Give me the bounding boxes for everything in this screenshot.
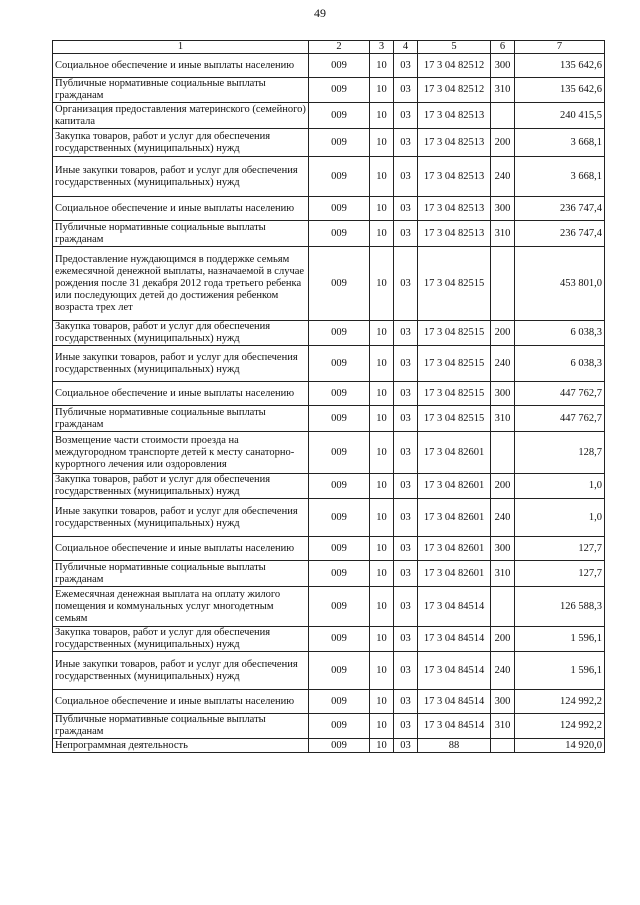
subsection-cell: 03: [394, 78, 418, 103]
table-row: [53, 690, 605, 714]
table-row: [53, 221, 605, 247]
subsection-cell: 03: [394, 406, 418, 432]
table-row: [53, 197, 605, 221]
header-cell: 2: [309, 41, 370, 54]
section-cell: 10: [370, 406, 394, 432]
table-row: [53, 652, 605, 690]
target-article-cell: 17 3 04 82512: [418, 54, 491, 78]
expense-type-cell: 310: [491, 221, 515, 247]
target-article-cell: 17 3 04 82512: [418, 78, 491, 103]
table-row: [53, 406, 605, 432]
amount-cell: 135 642,6: [515, 78, 605, 103]
section-cell: 10: [370, 346, 394, 382]
expense-type-cell: [491, 432, 515, 474]
row-name-cell: Социальное обеспечение и иные выплаты населению: [53, 54, 309, 78]
section-cell: 10: [370, 382, 394, 406]
row-name-cell: Предоставление нуждающимся в поддержке семьям ежемесячной денежной выплаты, назначаемой в случае рождения после 31 декабря 2012 года третьего ребенка или последующих детей до достижения ребенком возраста трех лет: [53, 247, 309, 321]
section-cell: 10: [370, 690, 394, 714]
expense-type-cell: 300: [491, 690, 515, 714]
row-name-cell: Публичные нормативные социальные выплаты гражданам: [53, 406, 309, 432]
admin-code-cell: 009: [309, 739, 370, 753]
table-row: [53, 54, 605, 78]
expense-type-cell: 200: [491, 474, 515, 499]
expense-type-cell: 310: [491, 714, 515, 739]
expense-type-cell: 240: [491, 346, 515, 382]
admin-code-cell: 009: [309, 714, 370, 739]
expense-type-cell: 200: [491, 129, 515, 157]
amount-cell: 6 038,3: [515, 346, 605, 382]
subsection-cell: 03: [394, 221, 418, 247]
table-row: [53, 382, 605, 406]
expense-type-cell: [491, 103, 515, 129]
table-row: [53, 432, 605, 474]
subsection-cell: 03: [394, 432, 418, 474]
expense-type-cell: [491, 247, 515, 321]
table-row: [53, 321, 605, 346]
table-row: [53, 587, 605, 627]
section-cell: 10: [370, 321, 394, 346]
row-name-cell: Публичные нормативные социальные выплаты гражданам: [53, 561, 309, 587]
admin-code-cell: 009: [309, 561, 370, 587]
expense-type-cell: 200: [491, 321, 515, 346]
table-row: [53, 346, 605, 382]
row-name-cell: Возмещение части стоимости проезда на междугородном транспорте детей к месту санаторно-курортного лечения или оздоровления: [53, 432, 309, 474]
amount-cell: 453 801,0: [515, 247, 605, 321]
target-article-cell: 88: [418, 739, 491, 753]
table-row: [53, 499, 605, 537]
expense-type-cell: 300: [491, 197, 515, 221]
amount-cell: 124 992,2: [515, 714, 605, 739]
admin-code-cell: 009: [309, 499, 370, 537]
expense-type-cell: [491, 739, 515, 753]
row-name-cell: Публичные нормативные социальные выплаты гражданам: [53, 78, 309, 103]
budget-table: [52, 40, 605, 753]
header-cell: 4: [394, 41, 418, 54]
row-name-cell: Иные закупки товаров, работ и услуг для обеспечения государственных (муниципальных) нужд: [53, 157, 309, 197]
expense-type-cell: 240: [491, 652, 515, 690]
header-cell: 5: [418, 41, 491, 54]
table-row: [53, 739, 605, 753]
target-article-cell: 17 3 04 82515: [418, 247, 491, 321]
subsection-cell: 03: [394, 537, 418, 561]
subsection-cell: 03: [394, 474, 418, 499]
section-cell: 10: [370, 157, 394, 197]
subsection-cell: 03: [394, 714, 418, 739]
section-cell: 10: [370, 714, 394, 739]
admin-code-cell: 009: [309, 54, 370, 78]
row-name-cell: Закупка товаров, работ и услуг для обеспечения государственных (муниципальных) нужд: [53, 474, 309, 499]
amount-cell: 1 596,1: [515, 652, 605, 690]
admin-code-cell: 009: [309, 587, 370, 627]
expense-type-cell: 300: [491, 54, 515, 78]
header-cell: 7: [515, 41, 605, 54]
table-header-row: [53, 41, 605, 54]
row-name-cell: Социальное обеспечение и иные выплаты населению: [53, 690, 309, 714]
amount-cell: 127,7: [515, 537, 605, 561]
section-cell: 10: [370, 432, 394, 474]
subsection-cell: 03: [394, 499, 418, 537]
section-cell: 10: [370, 197, 394, 221]
section-cell: 10: [370, 499, 394, 537]
row-name-cell: Непрограммная деятельность: [53, 739, 309, 753]
target-article-cell: 17 3 04 82515: [418, 382, 491, 406]
expense-type-cell: 310: [491, 406, 515, 432]
page-number: 49: [314, 6, 326, 20]
amount-cell: 240 415,5: [515, 103, 605, 129]
section-cell: 10: [370, 537, 394, 561]
target-article-cell: 17 3 04 82601: [418, 499, 491, 537]
amount-cell: 236 747,4: [515, 221, 605, 247]
admin-code-cell: 009: [309, 406, 370, 432]
row-name-cell: Закупка товаров, работ и услуг для обеспечения государственных (муниципальных) нужд: [53, 627, 309, 652]
section-cell: 10: [370, 587, 394, 627]
row-name-cell: Ежемесячная денежная выплата на оплату жилого помещения и коммунальных услуг многодетным семьям: [53, 587, 309, 627]
admin-code-cell: 009: [309, 78, 370, 103]
row-name-cell: Социальное обеспечение и иные выплаты населению: [53, 382, 309, 406]
target-article-cell: 17 3 04 84514: [418, 690, 491, 714]
admin-code-cell: 009: [309, 247, 370, 321]
expense-type-cell: 300: [491, 382, 515, 406]
target-article-cell: 17 3 04 82601: [418, 474, 491, 499]
amount-cell: 1,0: [515, 499, 605, 537]
subsection-cell: 03: [394, 129, 418, 157]
section-cell: 10: [370, 247, 394, 321]
section-cell: 10: [370, 221, 394, 247]
target-article-cell: 17 3 04 82601: [418, 432, 491, 474]
amount-cell: 236 747,4: [515, 197, 605, 221]
target-article-cell: 17 3 04 84514: [418, 587, 491, 627]
target-article-cell: 17 3 04 82601: [418, 537, 491, 561]
admin-code-cell: 009: [309, 537, 370, 561]
expense-type-cell: 300: [491, 537, 515, 561]
row-name-cell: Иные закупки товаров, работ и услуг для обеспечения государственных (муниципальных) нужд: [53, 346, 309, 382]
subsection-cell: 03: [394, 54, 418, 78]
subsection-cell: 03: [394, 382, 418, 406]
section-cell: 10: [370, 561, 394, 587]
admin-code-cell: 009: [309, 346, 370, 382]
row-name-cell: Социальное обеспечение и иные выплаты населению: [53, 197, 309, 221]
row-name-cell: Социальное обеспечение и иные выплаты населению: [53, 537, 309, 561]
amount-cell: 3 668,1: [515, 157, 605, 197]
row-name-cell: Публичные нормативные социальные выплаты гражданам: [53, 221, 309, 247]
admin-code-cell: 009: [309, 627, 370, 652]
table-row: [53, 537, 605, 561]
expense-type-cell: 310: [491, 561, 515, 587]
admin-code-cell: 009: [309, 652, 370, 690]
row-name-cell: Иные закупки товаров, работ и услуг для обеспечения государственных (муниципальных) нужд: [53, 652, 309, 690]
row-name-cell: Публичные нормативные социальные выплаты гражданам: [53, 714, 309, 739]
admin-code-cell: 009: [309, 474, 370, 499]
table-row: [53, 561, 605, 587]
subsection-cell: 03: [394, 197, 418, 221]
amount-cell: 128,7: [515, 432, 605, 474]
subsection-cell: 03: [394, 587, 418, 627]
section-cell: 10: [370, 627, 394, 652]
amount-cell: 127,7: [515, 561, 605, 587]
subsection-cell: 03: [394, 346, 418, 382]
admin-code-cell: 009: [309, 690, 370, 714]
expense-type-cell: 240: [491, 499, 515, 537]
table-row: [53, 627, 605, 652]
subsection-cell: 03: [394, 739, 418, 753]
target-article-cell: 17 3 04 84514: [418, 714, 491, 739]
target-article-cell: 17 3 04 82601: [418, 561, 491, 587]
amount-cell: 1 596,1: [515, 627, 605, 652]
amount-cell: 135 642,6: [515, 54, 605, 78]
target-article-cell: 17 3 04 84514: [418, 652, 491, 690]
amount-cell: 6 038,3: [515, 321, 605, 346]
target-article-cell: 17 3 04 82513: [418, 221, 491, 247]
table-row: [53, 474, 605, 499]
target-article-cell: 17 3 04 82513: [418, 103, 491, 129]
admin-code-cell: 009: [309, 432, 370, 474]
section-cell: 10: [370, 474, 394, 499]
subsection-cell: 03: [394, 103, 418, 129]
admin-code-cell: 009: [309, 129, 370, 157]
admin-code-cell: 009: [309, 321, 370, 346]
section-cell: 10: [370, 129, 394, 157]
section-cell: 10: [370, 739, 394, 753]
target-article-cell: 17 3 04 82515: [418, 321, 491, 346]
admin-code-cell: 009: [309, 103, 370, 129]
amount-cell: 126 588,3: [515, 587, 605, 627]
table-row: [53, 247, 605, 321]
target-article-cell: 17 3 04 82513: [418, 157, 491, 197]
row-name-cell: Организация предоставления материнского (семейного) капитала: [53, 103, 309, 129]
subsection-cell: 03: [394, 690, 418, 714]
header-cell: 1: [53, 41, 309, 54]
amount-cell: 14 920,0: [515, 739, 605, 753]
target-article-cell: 17 3 04 82515: [418, 406, 491, 432]
section-cell: 10: [370, 54, 394, 78]
target-article-cell: 17 3 04 82513: [418, 129, 491, 157]
section-cell: 10: [370, 103, 394, 129]
subsection-cell: 03: [394, 321, 418, 346]
section-cell: 10: [370, 78, 394, 103]
expense-type-cell: [491, 587, 515, 627]
header-cell: 3: [370, 41, 394, 54]
admin-code-cell: 009: [309, 382, 370, 406]
amount-cell: 3 668,1: [515, 129, 605, 157]
admin-code-cell: 009: [309, 221, 370, 247]
row-name-cell: Закупка товаров, работ и услуг для обеспечения государственных (муниципальных) нужд: [53, 321, 309, 346]
table-row: [53, 103, 605, 129]
admin-code-cell: 009: [309, 197, 370, 221]
target-article-cell: 17 3 04 82513: [418, 197, 491, 221]
amount-cell: 124 992,2: [515, 690, 605, 714]
subsection-cell: 03: [394, 652, 418, 690]
table-body: [53, 41, 605, 753]
expense-type-cell: 200: [491, 627, 515, 652]
table-row: [53, 714, 605, 739]
target-article-cell: 17 3 04 82515: [418, 346, 491, 382]
section-cell: 10: [370, 652, 394, 690]
table-row: [53, 78, 605, 103]
row-name-cell: Закупка товаров, работ и услуг для обеспечения государственных (муниципальных) нужд: [53, 129, 309, 157]
row-name-cell: Иные закупки товаров, работ и услуг для обеспечения государственных (муниципальных) нужд: [53, 499, 309, 537]
target-article-cell: 17 3 04 84514: [418, 627, 491, 652]
amount-cell: 447 762,7: [515, 406, 605, 432]
header-cell: 6: [491, 41, 515, 54]
subsection-cell: 03: [394, 247, 418, 321]
expense-type-cell: 240: [491, 157, 515, 197]
amount-cell: 1,0: [515, 474, 605, 499]
expense-type-cell: 310: [491, 78, 515, 103]
subsection-cell: 03: [394, 561, 418, 587]
table-row: [53, 157, 605, 197]
subsection-cell: 03: [394, 627, 418, 652]
amount-cell: 447 762,7: [515, 382, 605, 406]
admin-code-cell: 009: [309, 157, 370, 197]
table-row: [53, 129, 605, 157]
subsection-cell: 03: [394, 157, 418, 197]
